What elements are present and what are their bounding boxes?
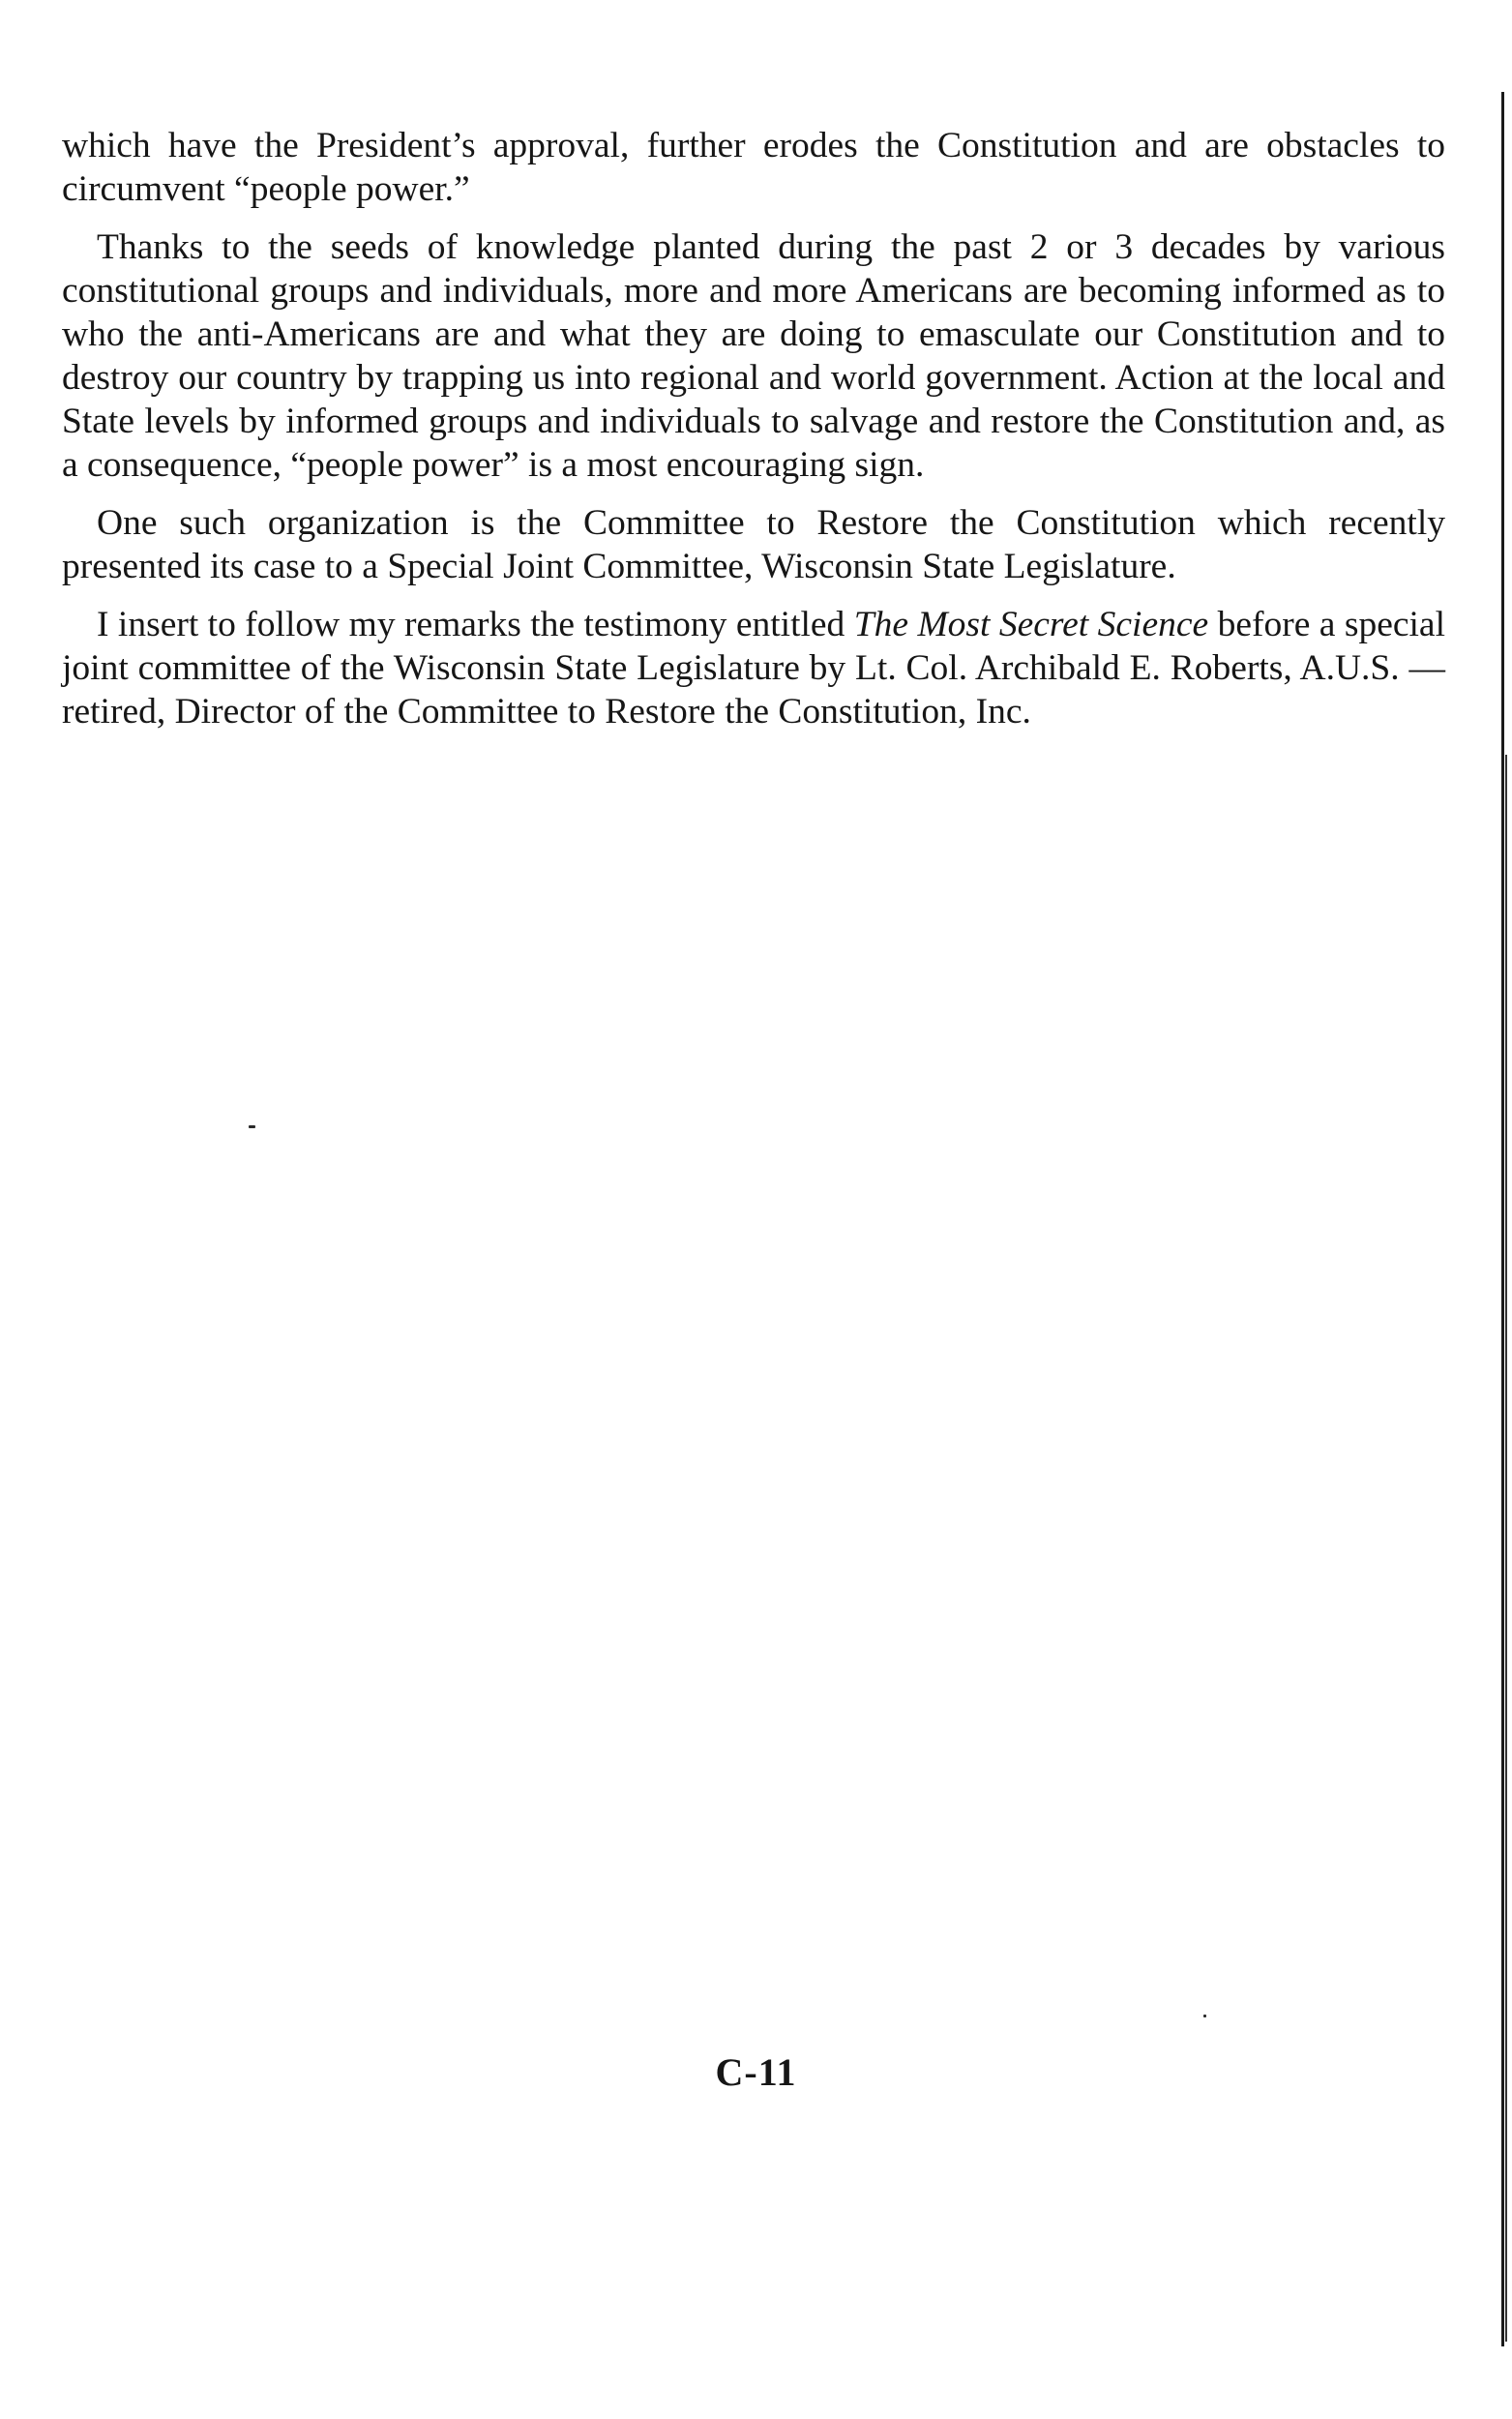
page-number: C-11 xyxy=(715,2050,797,2094)
scan-speck xyxy=(249,1125,255,1128)
paragraph-testimony-insert xyxy=(62,603,1445,733)
paragraph-text: Thanks to the seeds of knowledge planted during the past 2 or 3 decades by various constitutional groups and individuals, more and more Americans are becoming informed as to who the anti-Americans are and what they are doing to emasculate our Constitution and to destroy our country by trapping us into regional and world government. Action at the local and State levels by informed groups and individuals to salvage and restore the Constitution and, as a consequence, “people power” is a most encouraging sign. xyxy=(62,227,1445,485)
paragraph-text-after: before a special joint committee of the Wisconsin State Legislature by Lt. Col. Archibald E. Roberts, A.U.S. — retired, Director of the Committee to Restore the Constitution, Inc. xyxy=(62,605,1445,732)
page-edge-line xyxy=(1501,92,1504,2346)
page-edge-line xyxy=(1505,755,1507,2342)
paragraph-seeds-of-knowledge xyxy=(62,225,1445,487)
testimony-title: The Most Secret Science xyxy=(853,605,1209,644)
paragraph-text-before: I insert to follow my remarks the testimony entitled xyxy=(97,605,854,644)
paragraph-continuation xyxy=(62,124,1445,211)
paragraph-text: One such organization is the Committee to Restore the Constitution which recently presented its case to a Special Joint Committee, Wisconsin State Legislature. xyxy=(62,503,1445,586)
scan-speck xyxy=(1203,2015,1206,2017)
paragraph-committee-organization xyxy=(62,501,1445,588)
paragraph-text: which have the President’s approval, further erodes the Constitution and are obstacles to circumvent “people power.” xyxy=(62,126,1445,209)
body-text xyxy=(62,124,1445,748)
